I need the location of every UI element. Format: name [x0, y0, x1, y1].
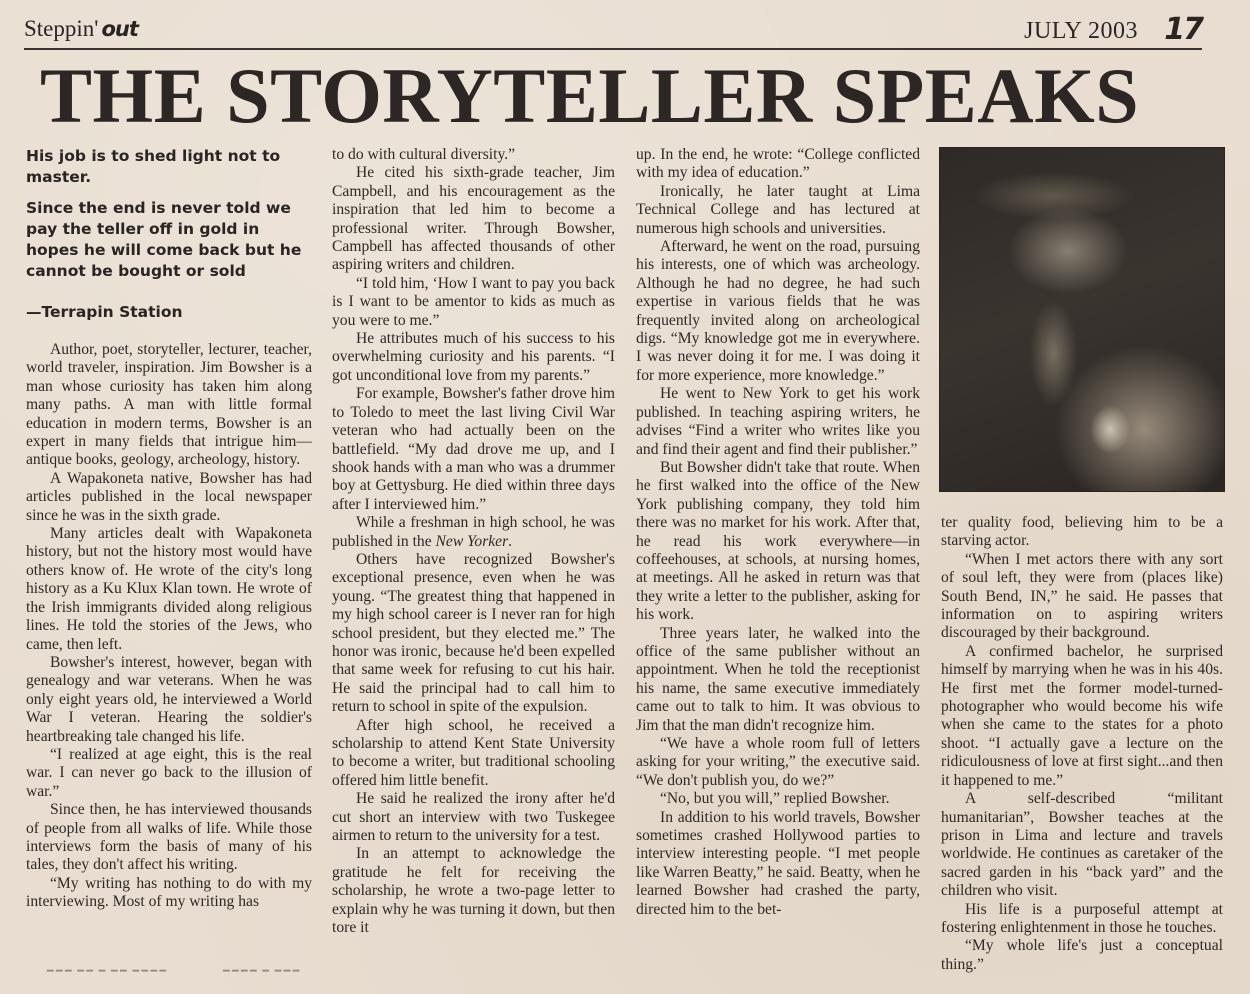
paragraph: Others have recognized Bowsher's exceptional presence, even when he was young. “The greatest thing that happened in my high school career is I never ran for high school president, but they elected me.” The honor was ironic, because he'd been expelled that same week for refusing to cut his hair. He said the principal had to call him to return to school in spite of the expulsion.: [332, 550, 615, 716]
article-column-1: [26, 146, 312, 912]
epigraph-stanza-1: His job is to shed light not to master.: [26, 147, 281, 186]
paragraph: “My writing has nothing to do with my interviewing. Most of my writing has: [26, 874, 312, 911]
section-suffix: out: [101, 17, 138, 41]
paragraph: He cited his sixth-grade teacher, Jim Campbell, and his encouragement as the inspiration that led him to become a professional writer. Through Bowsher, Campbell has affected thousands of other aspiring writers and children.: [332, 164, 615, 274]
cut-off-footer-text: ▬▬▬▬ ▬ ▬▬▬: [222, 968, 301, 974]
header-rule: [24, 48, 1202, 50]
article-column-3: [636, 146, 920, 919]
paragraph: In addition to his world travels, Bowsher sometimes crashed Hollywood parties to interview interesting people. “I met people like Warren Beatty,” he said. Beatty, when he learned Bowsher had crashed the party, directed him to the bet-: [636, 808, 920, 918]
paragraph: After high school, he received a scholarship to attend Kent State University to become a writer, but traditional schooling offered him little benefit.: [332, 716, 615, 789]
page-number: 17: [1164, 12, 1202, 47]
paragraph: He went to New York to get his work published. In teaching aspiring writers, he advises “Find a writer who writes like you and find their agent and find their publisher.”: [636, 385, 920, 458]
paragraph: Afterward, he went on the road, pursuing his interests, one of which was archeology. Although he had no degree, he had such expertise in various fields that he was frequently invited along on archeological digs. “My knowledge got me in everywhere. I was never doing it for me. I was doing it for more experience, more knowledge.”: [636, 238, 920, 384]
paragraph: Ironically, he later taught at Lima Technical College and has lectured at numerous high schools and universities.: [636, 182, 920, 237]
paragraph: Bowsher's interest, however, began with genealogy and war veterans. When he was only eight years old, he interviewed a World War I veteran. Hearing the soldier's heartbreaking tale changed his life.: [26, 653, 312, 745]
epigraph: [26, 146, 312, 323]
paragraph: “I told him, ‘How I want to pay you back is I want to be amentor to kids as much as you were to me.”: [332, 274, 615, 329]
paragraph-continued: up. In the end, he wrote: “College conflicted with my idea of education.”: [636, 146, 920, 182]
masthead: [24, 12, 1202, 48]
article-column-2: [332, 146, 615, 937]
paragraph: In an attempt to acknowledge the gratitude he felt for receiving the scholarship, he wrote a two-page letter to explain why he was turning it down, but then tore it: [332, 845, 615, 937]
publication-name: New Yorker: [435, 532, 509, 550]
issue-date: JULY 2003: [1024, 18, 1138, 44]
paragraph-continued: ter quality food, believing him to be a starving actor.: [941, 514, 1223, 550]
paragraph: While a freshman in high school, he was published in the New Yorker.: [332, 514, 615, 550]
paragraph: For example, Bowsher's father drove him to Toledo to meet the last living Civil War veteran who had actually been on the battlefield. “My dad drove me up, and I shook hands with a man who was a drummer boy at Gettysburg. He died within three days after I interviewed him.”: [332, 385, 615, 513]
paragraph: “My whole life's just a conceptual thing.”: [941, 937, 1223, 973]
paragraph: Three years later, he walked into the office of the same publisher without an appointment. When he told the receptionist his name, the same executive immediately came out to talk to him. It was obvious to Jim that the man didn't recognize him.: [636, 624, 920, 734]
epigraph-attribution: —Terrapin Station: [26, 303, 183, 321]
paragraph: He attributes much of his success to his overwhelming curiosity and his parents. “I got unconditional love from my parents.”: [332, 330, 615, 384]
paragraph: Author, poet, storyteller, lecturer, teacher, world traveler, inspiration. Jim Bowsher is a man whose curiosity has taken him along many paths. A man with little formal education in modern terms, Bowsher is an expert in many fields that intrigue him—antique books, geology, archeology, history.: [26, 341, 312, 469]
paragraph: A self-described “militant humanitarian”, Bowsher teaches at the prison in Lima and lecture and travels worldwide. He continues as caretaker of the sacred garden in his “back yard” and the children who visit.: [941, 790, 1223, 900]
paragraph: A confirmed bachelor, he surprised himself by marrying when he was in his 40s. He first met the former model-turned-photographer who would become his wife when she came to the states for a photo shoot. “I actually gave a lecture on the ridiculousness of love at first sight...and then it happened to me.”: [941, 642, 1223, 789]
paragraph: “I realized at age eight, this is the real war. I can never go back to the illusion of war.”: [26, 745, 312, 800]
paragraph-continued: to do with cultural diversity.”: [332, 146, 516, 163]
paragraph: He said he realized the irony after he'd cut short an interview with two Tuskegee airmen to return to the university for a test.: [332, 790, 615, 845]
cut-off-footer-text: ▬▬▬ ▬▬ ▬ ▬▬ ▬▬▬▬: [46, 968, 168, 974]
paragraph: A Wapakoneta native, Bowsher has had articles published in the local newspaper since he was in the sixth grade.: [26, 469, 312, 524]
headline: THE STORYTELLER SPEAKS: [40, 52, 1140, 139]
article-column-4: [941, 514, 1223, 974]
article-photo: [939, 147, 1225, 492]
paragraph: “No, but you will,” replied Bowsher.: [660, 790, 890, 808]
section-name: [24, 16, 138, 42]
paragraph: But Bowsher didn't take that route. When he first walked into the office of the New York publishing company, they told him there was no market for his work. After that, he read his work everywhere—in coffeehouses, at schools, at nursing homes, at meetings. All he asked in return was that they write a letter to the publisher, asking for his work.: [636, 458, 920, 624]
paragraph: “When I met actors there with any sort of soul left, they were from (places like) South Bend, IN,” he said. He passes that information on to aspiring writers discouraged by their background.: [941, 550, 1223, 642]
paragraph-text: While a freshman in high school, he was published in the: [332, 514, 615, 550]
epigraph-stanza-2: Since the end is never told we pay the teller off in gold in hopes he will come back but he cannot be bought or sold: [26, 199, 302, 280]
paragraph: “We have a whole room full of letters asking for your writing,” the executive said. “We don't publish you, do we?”: [636, 735, 920, 789]
paragraph: Many articles dealt with Wapakoneta history, but not the history most would have others know of. He wrote of the city's long history as a Ku Klux Klan town. He wrote of the Irish immigrants divided along religious lines. He told the stories of the Jews, who came, then left.: [26, 525, 312, 653]
paragraph: Since then, he has interviewed thousands of people from all walks of life. While those interviews form the basis of many of his tales, they don't affect his writing.: [26, 801, 312, 874]
section-prefix: Steppin': [24, 16, 99, 41]
paragraph: His life is a purposeful attempt at fostering enlightenment in those he touches.: [941, 900, 1223, 936]
